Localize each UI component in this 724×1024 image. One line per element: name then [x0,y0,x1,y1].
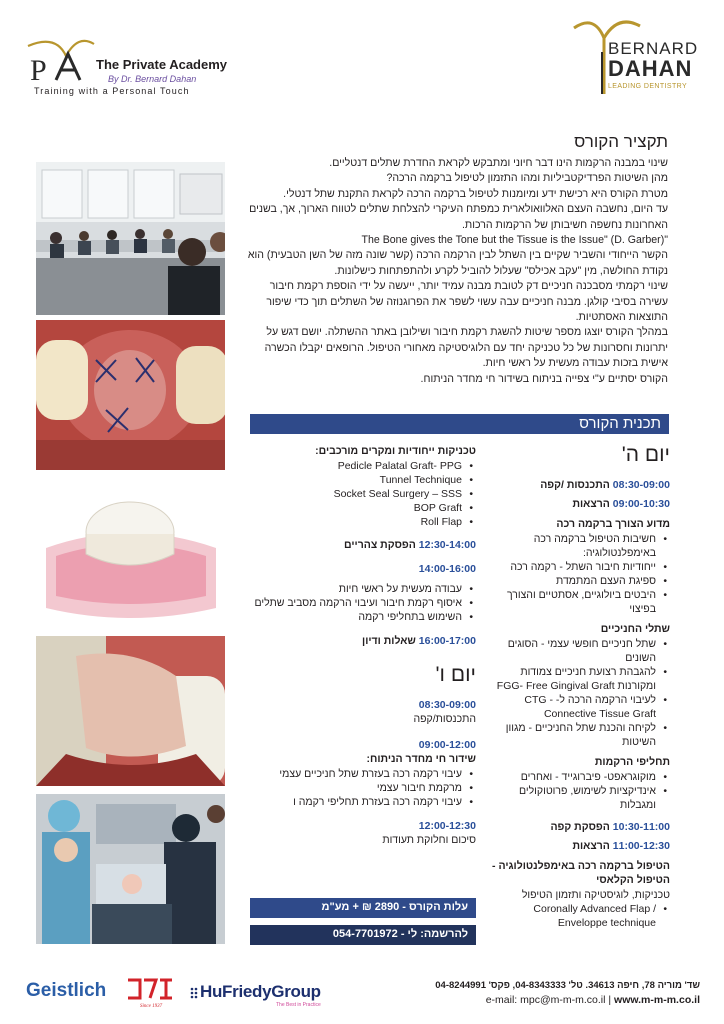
list-item: • איסוף רקמת חיבור ועיבוי הרקמה מסביב שתלים [250,596,462,610]
summary-paragraph: הקשר הייחודי והשביר שקיים בין השתל לבין הרקמה הרכה (קשר שונה מזה של השן הטבעית) הוא נקודת החולשה, מין "עקב אכילס" שעלול להוביל לקרע ולהתפתחות כישלונות. [247,249,668,277]
summary-paragraph: במהלך הקורס יוצגו מספר שיטות להשגת רקמת חיבור ושילובן באתר ההשתלה. יושם דגש על יתרונות וחסרונות של כל טכניקה יחד עם הלוגיסטיקה מאחורי הטיפול. הרופאים יקבלו הכשרה אישית בזכות עבודה מעשית על ראשי חיות. [264,326,668,370]
geistlich-logo: Geistlich [26,980,107,1001]
section-subheading: טכניקות, לוגיסטיקה ותזמון הטיפול [521,889,670,901]
section-heading: שתלי החניכיים [600,623,670,635]
day-two-title: יום ו' [435,663,476,686]
schedule-slot [250,738,476,752]
cts-since-text: Since 1937 [140,1004,163,1009]
list-item: • אינדיקציות לשימוש, פרוטוקולים ומגבלות [490,784,656,812]
summary-quote: "The Bone gives the Tone but the Tissue is the Issue" (D. Garber) [361,234,668,247]
summary-paragraph: שינוי במבנה הרקמות הינו דבר חיוני ומתבקש לקראת החדרת שתלים דנטליים. [329,157,668,169]
summary-paragraph: עד היום, נחשבה העצם האלוואולארית כמפתח העיקרי להצלחת שתלים לטווח הארוך, אך, בשנים האחרונות נחשפה חשיבותן של הרקמות הרכות. [249,203,668,231]
surgery-team-photo [36,794,225,944]
day-one-column [490,442,670,932]
cts-logo [126,976,178,1010]
list-item: • מוקוגראפט- פיברוגייד - ואחרים [490,770,656,784]
footer-website-link[interactable]: www.m-m-m.co.il [614,994,700,1006]
bullet-list [490,770,670,812]
slot-time: 12:00-12:30 [418,820,476,832]
hufriedy-tagline: The Best in Practice [276,1002,321,1008]
hufriedy-dots-icon [190,987,199,999]
bullet-list [490,532,670,616]
bullet-list [250,459,476,529]
slot-label: הרצאות [572,840,610,852]
footer-address: שד' מוריה 78, חיפה 34613. טל' 04-8343333, פקס' 04-8244991 [435,980,700,991]
slot-label: שאלות ודיון [362,635,416,647]
schedule-slot [250,538,476,552]
bullet-list [250,582,476,624]
program-banner [250,414,669,434]
footer-email[interactable]: e-mail: mpc@m-m-m.co.il | [485,994,615,1006]
section-heading: טכניקות ייחודיות ומקרים מורכבים: [315,445,476,457]
list-item: • Roll Flap [250,515,462,529]
schedule-slot [490,839,670,853]
schedule-slot [250,634,476,648]
list-item: • Coronally Advanced Flap / Enveloppe technique [490,902,656,930]
schedule-slot [250,819,476,847]
academy-byline: By Dr. Bernard Dahan [108,74,197,84]
list-item: • Tunnel Technique [250,473,462,487]
list-item: • Socket Seal Surgery – SSS [250,487,462,501]
academy-logo [26,36,226,98]
bullet-list [490,637,670,749]
list-item: • מרקמת חיבור עצמי [250,781,462,795]
tissue-graft-illustration [36,478,225,628]
list-item: • חשיבות הטיפול ברקמה רכה באימפלנטולוגיה: [490,532,656,560]
registration-label: להרשמה: לי - 054-7701972 [332,928,468,940]
course-price-box [250,898,476,918]
slot-time: 09:00-12:00 [418,739,476,751]
seminar-room-photo [36,162,225,315]
slot-label: הפסקת קפה [550,821,610,833]
hufriedy-logo [190,982,340,1008]
schedule-slot [250,698,476,726]
list-item: • ספיגת העצם המתמדת [490,574,656,588]
list-item: • Pedicle Palatal Graft- PPG [250,459,462,473]
academy-tagline: Training with a Personal Touch [34,86,190,96]
summary-title: תקציר הקורס [574,132,668,151]
academy-name: The Private Academy [96,57,228,72]
section-heading: שידור חי מחדר הניתוח: [366,753,476,765]
course-summary [240,156,668,387]
list-item: • שתל חניכיים חופשי עצמי - הסוגים השונים [490,637,656,665]
summary-paragraph: מטרת הקורס היא רכישת ידע ומיומנות לטיפול ברקמה הרכה לקראת התקנת שתל דנטלי. [283,187,668,200]
footer-contact [380,994,700,1006]
svg-text:P: P [30,54,47,87]
list-item: • עיבוי רקמה רכה בעזרת שתל חניכיים עצמי [250,767,462,781]
surgery-suture-photo [36,320,225,470]
hufriedy-name: HuFriedyGroup [200,982,321,1001]
list-item: • השימוש בתחליפי רקמה [250,610,462,624]
slot-time: 11:00-12:30 [612,840,670,852]
slot-label: הרצאות [572,498,610,510]
list-item: • היבטים ביולוגיים, אסתטיים והצורך בפיצוי [490,588,656,616]
list-item: • להגבהת רצועת חניכיים צמודות ומקורנות FGG- Free Gingival Graft [490,665,656,693]
slot-time: 14:00-16:00 [418,563,476,575]
summary-paragraph: מהן השיטות הפרדיקטביליות ומהו התזמון לטיפול ברקמה הרכה? [386,172,668,185]
schedule-slot [490,478,670,492]
day-one-title: יום ה' [621,443,670,466]
slot-time: 10:30-11:00 [612,821,670,833]
summary-paragraph: שינוי רקמתי מסבכנה חניכיים דק לטובת מבנה עמיד יותר, ייעשה על ידי הוספת רקמת חיבור עשירה בסיבי קולגן. מבנה חניכיים עבה עשוי לשפר את הפרוגנוזה של השתלים תוך כדי שיפור התוצאות האסתטיות. [266,280,668,324]
academy-monogram-icon [26,36,96,88]
slot-label: התכנסות /קפה [540,479,610,491]
slot-time: 12:30-14:00 [418,539,476,551]
slot-label: סיכום וחלוקת תעודות [382,834,476,846]
list-item: • ייחודיות חיבור השתל - רקמה רכה [490,560,656,574]
schedule-slot [250,562,476,576]
section-heading: הטיפול ברקמה רכה באימפלנטולוגיה - הטיפול הקלאסי [492,860,670,886]
slot-time: 09:00-10:30 [612,498,670,510]
bullet-list [250,767,476,809]
registration-box[interactable] [250,925,476,945]
schedule-slot [490,497,670,511]
slot-time: 08:30-09:00 [612,479,670,491]
schedule-slot [490,820,670,834]
program-title: תכנית הקורס [579,415,661,432]
section-heading: תחליפי הרקמות [594,756,670,768]
gingiva-closeup-photo [36,636,225,786]
slot-label: הפסקת צהריים [344,539,416,551]
bernard-dahan-logo [568,12,702,96]
list-item: • לקיחה והכנת שתל החניכיים - מגוון השיטות [490,721,656,749]
section-heading: מדוע הצורך ברקמה רכה [556,518,670,530]
list-item: • עבודה מעשית על ראשי חיות [250,582,462,596]
list-item: • לעיבוי הרקמה הרכה ל- CTG -Connective Tissue Graft [490,693,656,721]
bernard-first-name: BERNARD [608,39,699,58]
summary-paragraph: הקורס יסתיים ע"י צפייה בניתוח בשידור חי מחדר הניתוח. [420,372,668,385]
slot-time: 16:00-17:00 [418,635,476,647]
slot-label: התכנסות/קפה [413,713,476,725]
list-item: • BOP Graft [250,501,462,515]
slot-time: 08:30-09:00 [418,699,476,711]
bullet-list [490,902,670,930]
list-item: • עיבוי רקמה רכה בעזרת תחליפי רקמה ו [250,795,462,809]
day-two-column [250,444,476,852]
bernard-tagline: LEADING DENTISTRY [608,83,688,90]
cts-logo-icon [126,976,178,1010]
bernard-last-name: DAHAN [608,56,693,81]
course-price-label: עלות הקורס - 2890 ₪ + מע"מ [321,901,468,913]
